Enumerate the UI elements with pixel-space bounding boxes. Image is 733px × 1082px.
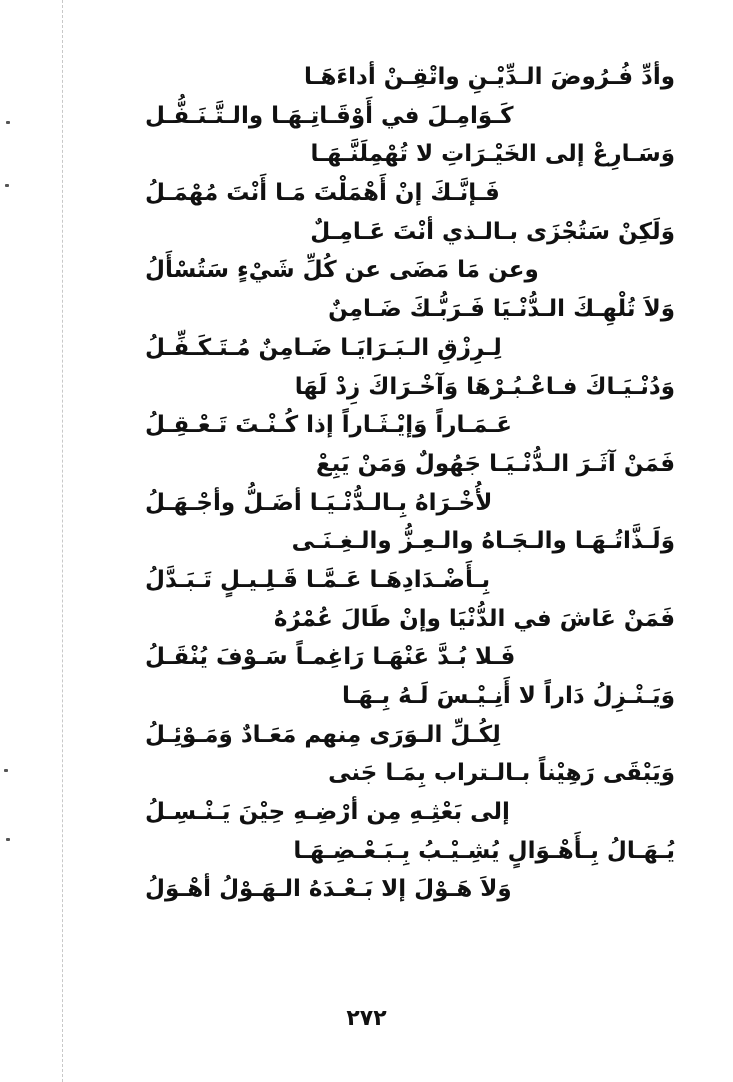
verse-line: وَلاَ تُلْهِـكَ الـدُّنْـيَا فَـرَبُّـكَ ضَـامِنٌ <box>328 296 675 323</box>
verse-line: إلى بَعْثِـهِ مِن أرْضِـهِ حِيْنَ يَـنْـسِـلُ <box>145 799 510 826</box>
poem <box>145 58 675 909</box>
verse-line: عَـمَـاراً وَإيْـثَـاراً إذا كُـنْـتَ تَـعْـقِـلُ <box>145 412 513 439</box>
verse-line: فَمَنْ آثَـرَ الـدُّنْـيَـا جَهُولٌ وَمَنْ يَبِعْ <box>315 450 675 477</box>
margin-speck <box>4 769 8 772</box>
verse-line: وَسَـارِعْ إلى الخَيْـرَاتِ لا تُهْمِلَنَّـهَـا <box>310 141 675 168</box>
margin-rule <box>62 0 63 1082</box>
page-number: ٢٧٢ <box>346 1006 387 1031</box>
verse-line: بِـأَضْـدَادِهَـا عَـمَّـا قَـلِـيـلٍ تَـبَـدَّلُ <box>145 566 491 593</box>
verse-line: لأُخْـرَاهُ بِـالـدُّنْـيَـا أضَـلُّ وأجْـهَـلُ <box>145 489 493 516</box>
verse-line: فَمَنْ عَاشَ في الدُّنْيَا وإنْ طَالَ عُمْرُهُ <box>273 605 675 632</box>
verse-line: وَيَبْقَى رَهِيْناً بـالـتراب بِمَـا جَنى <box>328 760 675 787</box>
margin-speck <box>6 121 10 124</box>
verse-line: وأدِّ فُـرُوضَ الـدِّيْـنِ واتْقِـنْ أداءَهَـا <box>303 64 675 90</box>
verse-line: كَـوَامِـلَ في أَوْقَـاتِـهَـا والـتَّـنَـفُّـل <box>145 102 514 129</box>
margin-speck <box>6 838 10 841</box>
verse-line: وَلاَ هَـوْلَ إلا بَـعْـدَهُ الـهَـوْلُ أهْـوَلُ <box>145 876 512 903</box>
verse-line: وَلَـذَّاتُـهَـا والـجَـاهُ والـعِـزُّ والـغِـنَـى <box>291 528 675 555</box>
verse-line: يُـهَـالُ بِـأَهْـوَالٍ يُشِـيْـبُ بِـبَـعْـضِـهَـا <box>293 837 675 864</box>
verse-line: فَـلا بُـدَّ عَنْهَـا رَاغِمـاً سَـوْفَ يُنْقَـلُ <box>145 644 516 671</box>
verse-line: لِكُـلِّ الـوَرَى مِنهم مَعَـادٌ وَمَـوْئِـلُ <box>145 721 501 748</box>
verse-line: لِـرِزْقِ الـبَـرَايَـا ضَـامِنٌ مُـتَـكَـفِّـلُ <box>145 334 502 361</box>
verse-line: فَـإنَّـكَ إنْ أَهْمَلْتَ مَـا أَنْتَ مُهْمَـلُ <box>145 180 500 207</box>
verse-line: وَيَـنْـزِلُ دَاراً لا أَنِـيْـسَ لَـهُ بِـهَـا <box>341 683 675 709</box>
verse-line: وعن مَا مَضَى عن كُلِّ شَيْءٍ سَتُسْأَلُ <box>145 257 539 284</box>
verse-line: وَدُنْـيَـاكَ فـاعْـبُـرْهَا وَآخْـرَاكَ زِدْ لَهَا <box>294 373 675 400</box>
margin-speck <box>5 184 9 187</box>
verse-line: وَلَكِنْ سَتُجْزَى بـالـذي أنْتَ عَـامِـلٌ <box>310 218 675 245</box>
